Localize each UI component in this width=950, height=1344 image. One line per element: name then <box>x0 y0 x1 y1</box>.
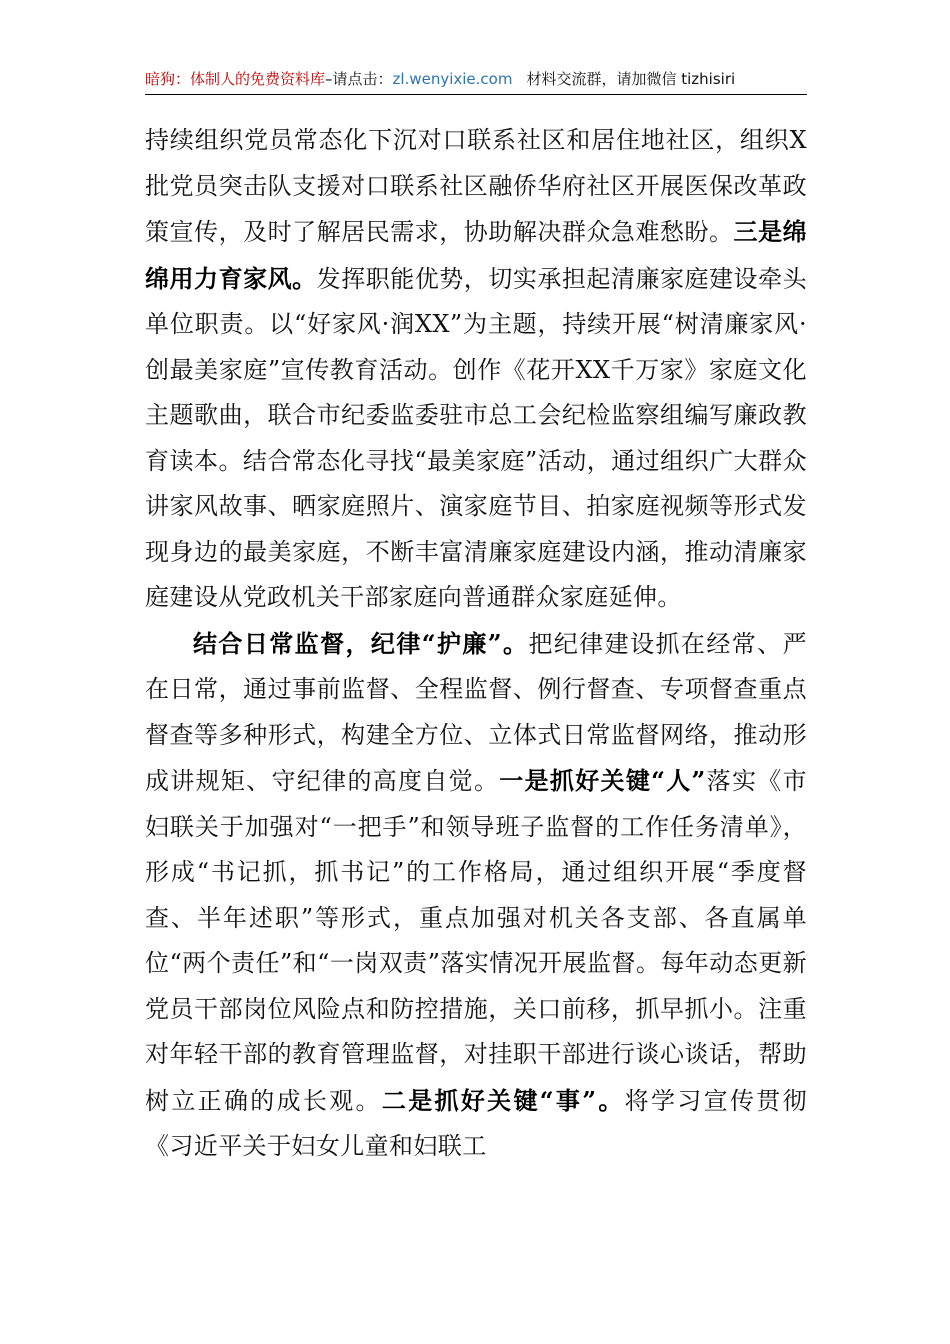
document-body <box>145 118 807 1170</box>
paragraph-2-text-3: 将学习宣传贯彻《习近平关于妇女儿童和妇联工 <box>145 1086 807 1160</box>
paragraph-2-heading: 结合日常监督，纪律“护廉”。 <box>193 628 529 658</box>
header-cta: –请点击： <box>325 70 393 88</box>
header-url-link[interactable]: zl.wenyixie.com <box>392 70 513 88</box>
header-brand: 暗狗：体制人的免费资料库 <box>145 70 326 88</box>
header-contact: 材料交流群，请加微信 tizhisiri <box>526 70 736 88</box>
paragraph-2-text: 把纪律建设抓在经常、严在日常，通过事前监督、全程监督、例行督查、专项督查重点督查等多种形式，构建全方位、立体式日常监督网络，推动形成讲规矩、守纪律的高度自觉。 <box>145 629 807 795</box>
paragraph-1-text: 持续组织党员常态化下沉对口联系社区和居住地社区，组织X批党员突击队支援对口联系社区融侨华府社区开展医保改革政策宣传，及时了解居民需求，协助解决群众急难愁盼。 <box>145 126 807 246</box>
paragraph-2-text-2: 落实《市妇联关于加强对“一把手”和领导班子监督的工作任务清单》，形成“书记抓，抓书记”的工作格局，通过组织开展“季度督查、半年述职”等形式，重点加强对机关各支部、各直属单位“两个责任”和“一岗双责”落实情况开展监督。每年动态更新党员干部岗位风险点和防控措施，关口前移，抓早抓小。注重对年轻干部的教育管理监督，对挂职干部进行谈心谈话，帮助树立正确的成长观。 <box>145 767 807 1115</box>
page-header <box>145 64 807 95</box>
paragraph-1 <box>145 118 807 621</box>
paragraph-2-subheading-2: 二是抓好关键“事”。 <box>381 1085 625 1115</box>
paragraph-1-text-2: 发挥职能优势，切实承担起清廉家庭建设牵头单位职责。以“好家风·润XX”为主题，持续开展“树清廉家风·创最美家庭”宣传教育活动。创作《花开XX千万家》家庭文化主题歌曲，联合市纪委监委驻市总工会纪检监察组编写廉政教育读本。结合常态化寻找“最美家庭”活动，通过组织广大群众讲家风故事、晒家庭照片、演家庭节目、拍家庭视频等形式发现身边的最美家庭，不断丰富清廉家庭建设内涵，推动清廉家庭建设从党政机关干部家庭向普通群众家庭延伸。 <box>145 264 807 611</box>
paragraph-2 <box>145 621 807 1170</box>
paragraph-2-subheading-1: 一是抓好关键“人” <box>499 766 706 795</box>
paragraph-1-heading: 三是绵绵用力育家风。 <box>145 217 807 293</box>
